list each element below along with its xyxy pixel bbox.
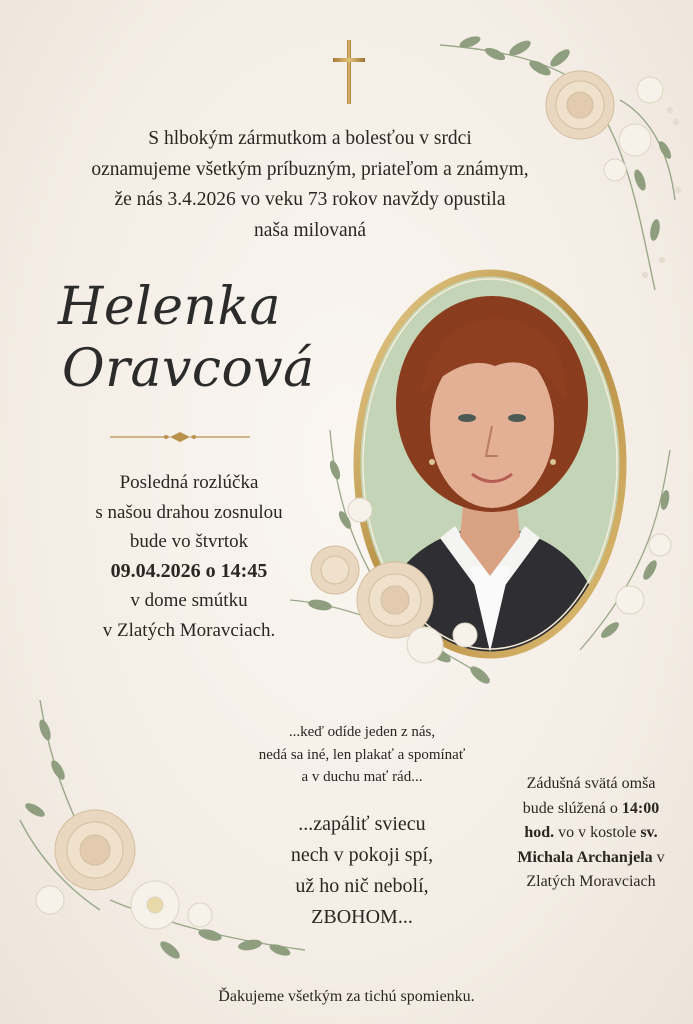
intro-line: že nás 3.4.2026 vo veku 73 rokov navždy opustila xyxy=(114,189,506,210)
quote-line: ...keď odíde jeden z nás, xyxy=(288,724,436,740)
flower-decoration-right xyxy=(560,450,690,680)
funeral-line: v dome smútku xyxy=(130,590,248,611)
quote-farewell xyxy=(232,809,492,933)
mass-text: Zlatých Moravciach xyxy=(526,873,656,890)
quote-line: ...zapáliť sviecu xyxy=(298,813,426,835)
funeral-line: bude vo štvrtok xyxy=(129,531,249,552)
intro-line: naša milovaná xyxy=(253,219,367,241)
cross-icon xyxy=(330,38,368,106)
quote-line: a v duchu mať rád... xyxy=(301,769,423,785)
funeral-line: Posledná rozlúčka xyxy=(119,472,259,493)
quote-verse xyxy=(232,721,492,789)
flower-decoration-photo xyxy=(290,430,530,700)
intro-line: oznamujeme všetkým príbuzným, priateľom a známym, xyxy=(91,158,529,180)
mass-text: bude slúžená o xyxy=(522,799,622,817)
mass-details xyxy=(496,772,686,895)
deceased-name xyxy=(58,276,315,400)
quote-line: už ho nič nebolí, xyxy=(295,875,429,897)
mass-time: 14:00 xyxy=(621,799,660,817)
mass-text: hod. xyxy=(524,824,555,841)
last-name: Oravcová xyxy=(62,339,315,399)
mass-text: Zádušná svätá omša xyxy=(526,775,656,792)
mass-text: v xyxy=(652,848,665,866)
quote-line: nedá sa iné, len plakať a spomínať xyxy=(258,746,466,763)
quote-line: nech v pokoji spí, xyxy=(290,844,434,866)
funeral-datetime: 09.04.2026 o 14:45 xyxy=(110,559,268,582)
funeral-details xyxy=(54,468,324,645)
announcement-text xyxy=(90,124,530,246)
funeral-line: v Zlatých Moravciach. xyxy=(102,619,276,641)
funeral-line: s našou drahou zosnulou xyxy=(95,501,283,523)
mass-church: sv. Michala Archanjela xyxy=(517,824,658,866)
thanks-text: Ďakujeme všetkým za tichú spomienku. xyxy=(218,988,475,1005)
quote-line: ZBOHOM... xyxy=(311,906,413,928)
first-name: Helenka xyxy=(58,277,282,337)
mass-text: vo v kostole xyxy=(554,824,641,841)
intro-line: S hlbokým zármutkom a bolesťou v srdci xyxy=(148,128,472,149)
ornament-divider xyxy=(110,430,250,444)
